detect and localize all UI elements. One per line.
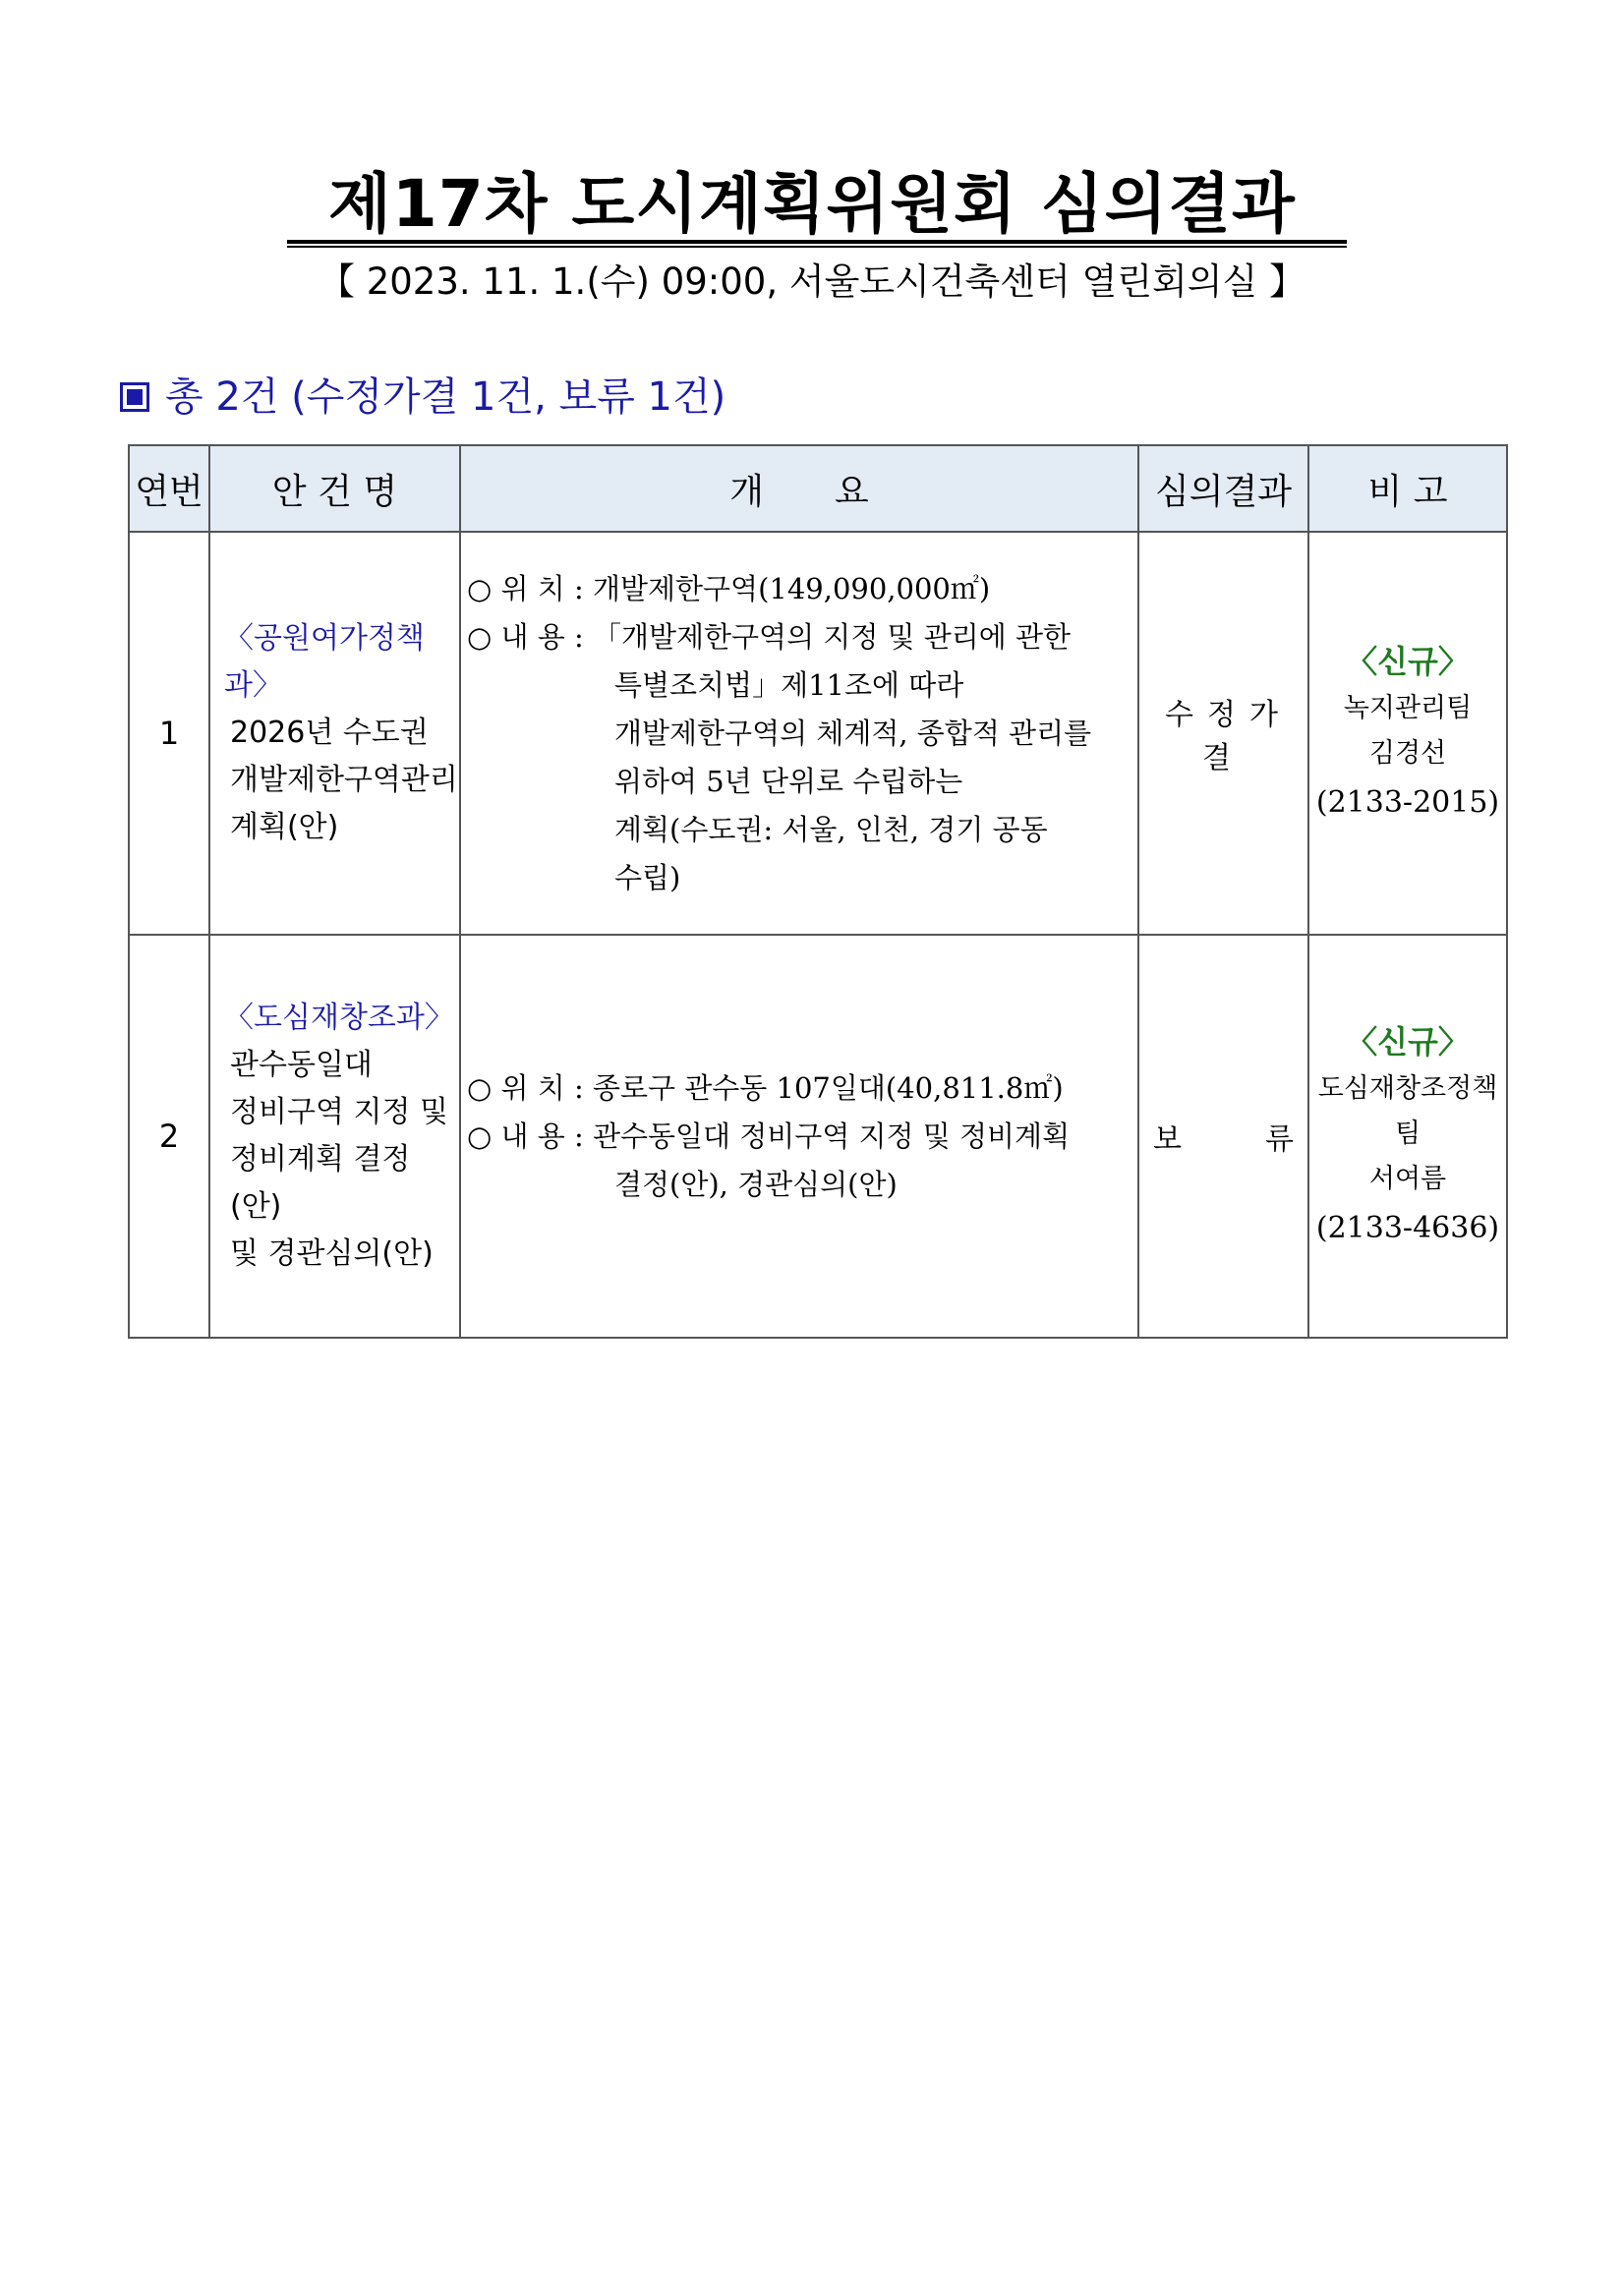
content-continuation: 계획(수도권: 서울, 인천, 경기 공동	[614, 812, 1048, 846]
content-line	[467, 613, 1137, 661]
content-continuation: 결정(안), 경관심의(안)	[614, 1167, 898, 1201]
content-continuation: 수립)	[614, 860, 681, 894]
result-char: 보	[1153, 1122, 1182, 1157]
title-underline	[287, 240, 1347, 248]
item-name-line: 및 경관심의(안)	[230, 1236, 434, 1271]
result-text	[1139, 1115, 1307, 1158]
item-name-line: 관수동일대	[230, 1048, 373, 1082]
location-line	[467, 1064, 1137, 1113]
location-value: 종로구 관수동 107일대(40,811.8㎡)	[592, 1070, 1064, 1105]
team-name: 도심재창조정책팀	[1317, 1073, 1498, 1149]
header-item-name: 안 건 명	[209, 445, 460, 532]
content-text: 관수동일대 정비구역 지정 및 정비계획	[592, 1119, 1071, 1153]
department-label: 〈공원여가정책과〉	[224, 621, 425, 703]
row-number: 2	[129, 935, 209, 1338]
content-continuation: 특별조치법」제11조에 따라	[614, 667, 964, 702]
header-overview: 개 요	[460, 445, 1138, 532]
result-cell	[1138, 935, 1308, 1338]
contact-person: 서여름	[1368, 1164, 1447, 1194]
item-name-line: 2026년 수도권	[230, 716, 429, 750]
row-number: 1	[129, 532, 209, 935]
new-badge: 〈신규〉	[1346, 643, 1470, 680]
summary-text: 총 2건 (수정가결 1건, 보류 1건)	[165, 374, 726, 420]
item-cell	[209, 532, 460, 935]
location-line	[467, 565, 1137, 613]
header-result: 심의결과	[1138, 445, 1308, 532]
item-cell	[209, 935, 460, 1338]
item-name-line: 정비계획 결정(안)	[230, 1142, 411, 1224]
document-title: 제17차 도시계획위원회 심의결과	[328, 166, 1296, 242]
note-cell	[1308, 532, 1507, 935]
header-number: 연번	[129, 445, 209, 532]
content-continuation: 위하여 5년 단위로 수립하는	[614, 764, 963, 798]
result-text: 수정가결	[1165, 698, 1292, 775]
content-label: ○ 내 용 :	[467, 1119, 584, 1153]
overview-cell	[460, 935, 1138, 1338]
new-badge: 〈신규〉	[1346, 1023, 1470, 1061]
location-label: ○ 위 치 :	[467, 1070, 584, 1105]
location-value: 개발제한구역(149,090,000㎡)	[592, 571, 991, 605]
contact-phone: (2133-2015)	[1315, 785, 1500, 820]
content-continuation: 개발제한구역의 체계적, 종합적 관리를	[614, 716, 1092, 750]
table-row	[129, 935, 1507, 1338]
meeting-info: 【 2023. 11. 1.(수) 09:00, 서울도시건축센터 열린회의실 】	[318, 260, 1306, 303]
result-char: 류	[1265, 1122, 1294, 1157]
content-text: 「개발제한구역의 지정 및 관리에 관한	[592, 619, 1072, 654]
item-name-line: 개발제한구역관리	[230, 763, 458, 797]
agenda-table	[128, 444, 1508, 1339]
location-label: ○ 위 치 :	[467, 571, 584, 605]
team-name: 녹지관리팀	[1343, 693, 1473, 723]
overview-cell	[460, 532, 1138, 935]
header-note: 비 고	[1308, 445, 1507, 532]
table-header-row	[129, 445, 1507, 532]
department-label: 〈도심재창조과〉	[224, 1001, 454, 1035]
content-label: ○ 내 용 :	[467, 619, 584, 654]
content-line	[467, 1113, 1137, 1161]
contact-person: 김경선	[1368, 738, 1447, 769]
item-name-line: 정비구역 지정 및	[230, 1095, 448, 1129]
result-cell	[1138, 532, 1308, 935]
note-cell	[1308, 935, 1507, 1338]
summary-line	[120, 370, 725, 425]
contact-phone: (2133-4636)	[1315, 1211, 1500, 1245]
item-name-line: 계획(안)	[230, 810, 339, 844]
filled-square-icon	[120, 382, 149, 412]
table-row	[129, 532, 1507, 935]
